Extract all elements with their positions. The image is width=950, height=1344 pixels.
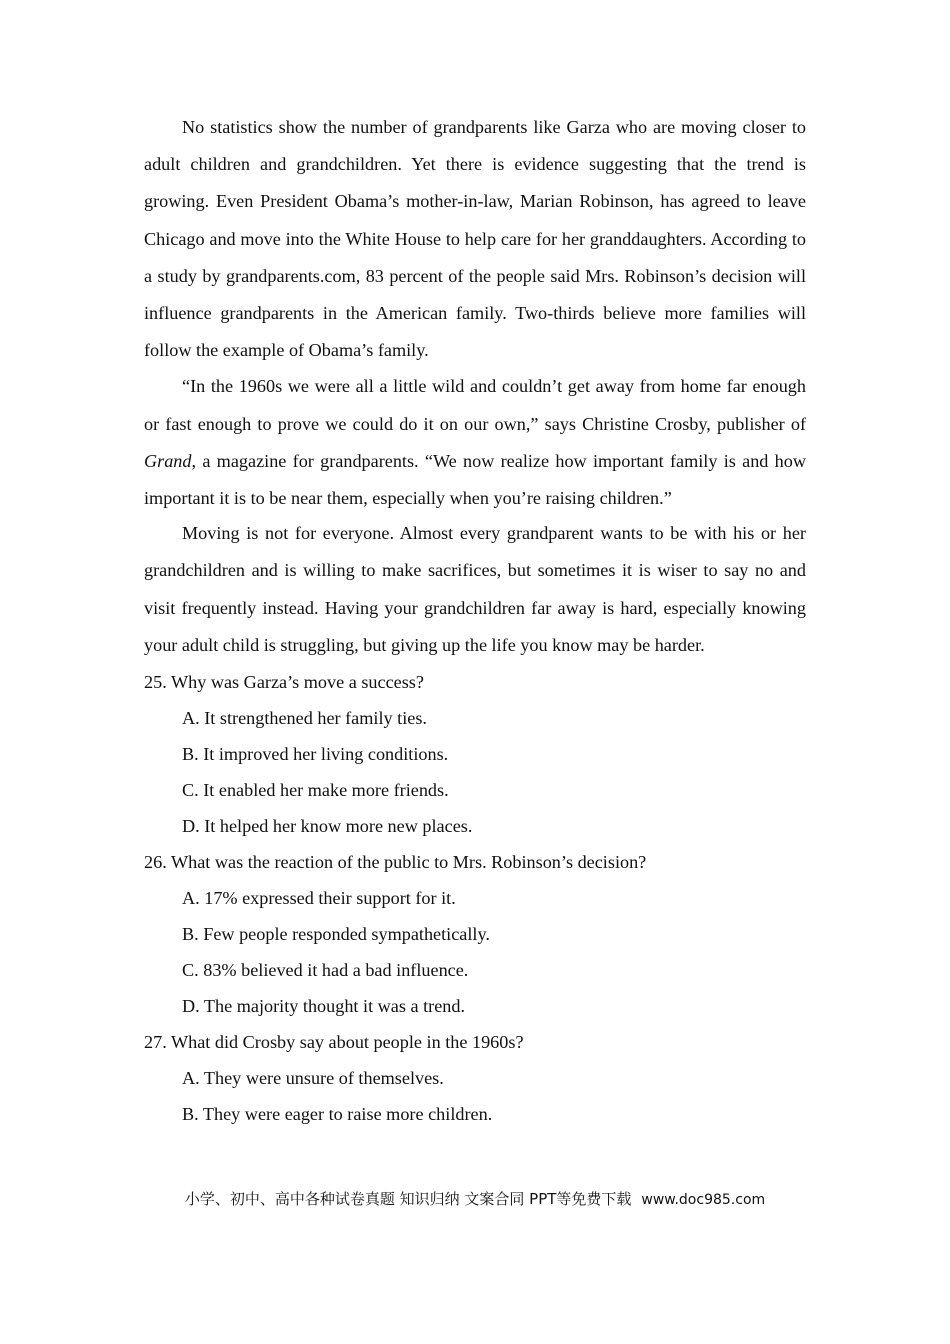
question-26 <box>144 844 806 1024</box>
option-d: D. The majority thought it was a trend. <box>182 996 466 1017</box>
option-d: D. It helped her know more new places. <box>182 816 473 837</box>
footer-url[interactable]: www.doc985.com <box>641 1192 766 1208</box>
question-27 <box>144 1024 806 1132</box>
question-25 <box>144 664 806 844</box>
passage-paragraph-2 <box>144 368 806 517</box>
page-footer <box>0 1186 950 1213</box>
passage-paragraph-2-start: “In the 1960s we were all a little wild and couldn’t get away from home far enough or fast enough to prove we could do it on our own,” says Christine Crosby, publisher of <box>144 376 806 434</box>
passage-paragraph-1: No statistics show the number of grandparents like Garza who are moving closer to adult children and grandchildren. Yet there is evidence suggesting that the trend is growing. Even President Obama’s mother-in-law, Marian Robinson, has agreed to leave Chicago and move into the White House to help care for her granddaughters. According to a study by grandparents.com, 83 percent of the people said Mrs. Robinson’s decision will influence grandparents in the American family. Two-thirds believe more families will follow the example of Obama’s family. <box>144 117 806 361</box>
option-a: A. 17% expressed their support for it. <box>182 888 456 909</box>
magazine-title: Grand <box>144 450 192 471</box>
question-stem: 26. What was the reaction of the public to Mrs. Robinson’s decision? <box>144 852 647 873</box>
option-c: C. 83% believed it had a bad influence. <box>182 960 469 981</box>
footer-text: 小学、初中、高中各种试卷真题 知识归纳 文案合同 PPT等免费下载 <box>184 1190 632 1208</box>
option-b: B. Few people responded sympathetically. <box>182 924 490 945</box>
option-c: C. It enabled her make more friends. <box>182 780 449 801</box>
passage-paragraph-2-end: , a magazine for grandparents. “We now realize how important family is and how important it is to be near them, especially when you’re raising children.” <box>144 450 806 509</box>
option-b: B. They were eager to raise more children. <box>182 1104 493 1125</box>
question-stem: 27. What did Crosby say about people in the 1960s? <box>144 1032 524 1053</box>
document-page <box>144 109 806 1132</box>
option-a: A. They were unsure of themselves. <box>182 1068 444 1089</box>
question-stem: 25. Why was Garza’s move a success? <box>144 672 424 693</box>
option-a: A. It strengthened her family ties. <box>182 708 427 729</box>
passage-paragraph-3: Moving is not for everyone. Almost every grandparent wants to be with his or her grandchildren and is willing to make sacrifices, but sometimes it is wiser to say no and visit frequently instead. Having your grandchildren far away is hard, especially knowing your adult child is struggling, but giving up the life you know may be harder. <box>144 523 806 655</box>
option-b: B. It improved her living conditions. <box>182 744 449 765</box>
